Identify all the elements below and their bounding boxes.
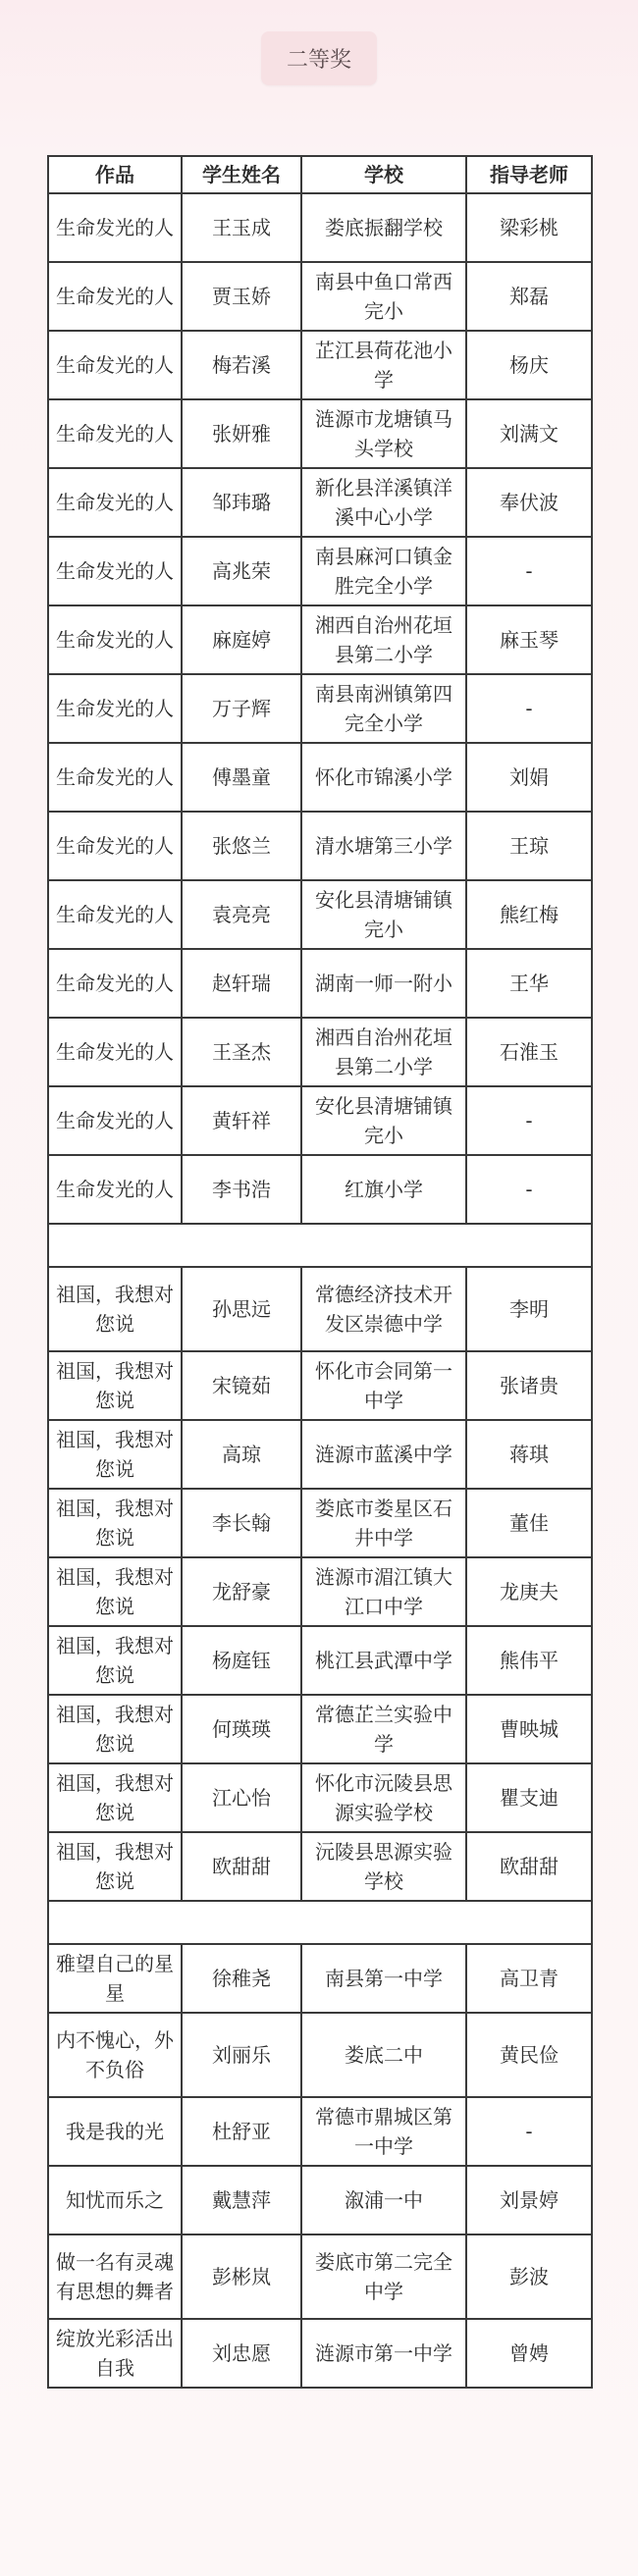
cell-teacher: 黄民俭 (466, 2013, 592, 2097)
cell-teacher: 龙庚夫 (466, 1557, 592, 1626)
cell-work: 我是我的光 (48, 2097, 182, 2166)
cell-teacher: 李明 (466, 1267, 592, 1351)
cell-school: 南县中鱼口常西完小 (301, 262, 466, 331)
table-row (48, 193, 592, 262)
cell-teacher: 张诸贵 (466, 1351, 592, 1420)
cell-student: 欧甜甜 (182, 1832, 301, 1901)
cell-school: 南县第一中学 (301, 1944, 466, 2013)
cell-student: 龙舒豪 (182, 1557, 301, 1626)
cell-school: 娄底二中 (301, 2013, 466, 2097)
cell-school: 新化县洋溪镇洋溪中心小学 (301, 468, 466, 537)
table-row (48, 2097, 592, 2166)
cell-teacher: - (466, 537, 592, 605)
cell-work: 生命发光的人 (48, 743, 182, 812)
table-row (48, 743, 592, 812)
header-teacher: 指导老师 (466, 156, 592, 193)
table-header-row (48, 156, 592, 193)
cell-student: 万子辉 (182, 674, 301, 743)
cell-teacher: 曹映城 (466, 1695, 592, 1763)
table-row (48, 331, 592, 399)
cell-work: 绽放光彩活出自我 (48, 2319, 182, 2388)
cell-teacher: 郑磊 (466, 262, 592, 331)
table-row (48, 1420, 592, 1489)
table-row (48, 2013, 592, 2097)
cell-school: 桃江县武潭中学 (301, 1626, 466, 1695)
cell-school: 湘西自治州花垣县第二小学 (301, 1018, 466, 1086)
table-row (48, 2234, 592, 2319)
cell-teacher: 蒋琪 (466, 1420, 592, 1489)
cell-student: 贾玉娇 (182, 262, 301, 331)
cell-student: 张悠兰 (182, 812, 301, 880)
cell-work: 做一名有灵魂有思想的舞者 (48, 2234, 182, 2319)
cell-student: 李长翰 (182, 1489, 301, 1557)
table-row (48, 949, 592, 1018)
table-row (48, 812, 592, 880)
table-row (48, 1832, 592, 1901)
cell-student: 刘丽乐 (182, 2013, 301, 2097)
cell-student: 王玉成 (182, 193, 301, 262)
table-row (48, 1695, 592, 1763)
cell-student: 杨庭钰 (182, 1626, 301, 1695)
table-row (48, 537, 592, 605)
header-student: 学生姓名 (182, 156, 301, 193)
table-row (48, 1557, 592, 1626)
separator-cell (48, 1901, 592, 1944)
cell-student: 高兆荣 (182, 537, 301, 605)
cell-work: 祖国，我想对您说 (48, 1489, 182, 1557)
cell-work: 祖国，我想对您说 (48, 1626, 182, 1695)
cell-student: 张妍雅 (182, 399, 301, 468)
cell-school: 怀化市沅陵县思源实验学校 (301, 1763, 466, 1832)
award-level-title: 二等奖 (261, 31, 377, 85)
cell-teacher: 梁彩桃 (466, 193, 592, 262)
table-row (48, 1351, 592, 1420)
cell-student: 江心怡 (182, 1763, 301, 1832)
cell-work: 祖国，我想对您说 (48, 1695, 182, 1763)
table-row (48, 2166, 592, 2234)
cell-work: 祖国，我想对您说 (48, 1267, 182, 1351)
table-row (48, 1763, 592, 1832)
table-row (48, 605, 592, 674)
cell-teacher: 刘满文 (466, 399, 592, 468)
cell-school: 怀化市锦溪小学 (301, 743, 466, 812)
cell-teacher: 刘娟 (466, 743, 592, 812)
cell-student: 戴慧萍 (182, 2166, 301, 2234)
cell-school: 涟源市龙塘镇马头学校 (301, 399, 466, 468)
cell-work: 祖国，我想对您说 (48, 1832, 182, 1901)
cell-school: 涟源市蓝溪中学 (301, 1420, 466, 1489)
cell-school: 常德经济技术开发区崇德中学 (301, 1267, 466, 1351)
table-row (48, 262, 592, 331)
cell-teacher: 彭波 (466, 2234, 592, 2319)
cell-work: 内不愧心，外不负俗 (48, 2013, 182, 2097)
cell-teacher: 杨庆 (466, 331, 592, 399)
cell-work: 生命发光的人 (48, 1018, 182, 1086)
cell-student: 黄轩祥 (182, 1086, 301, 1155)
cell-teacher: - (466, 1155, 592, 1224)
cell-student: 袁亮亮 (182, 880, 301, 949)
table-row (48, 674, 592, 743)
section-title-wrap (0, 29, 638, 86)
table-row (48, 1018, 592, 1086)
separator-cell (48, 1224, 592, 1267)
cell-school: 怀化市会同第一中学 (301, 1351, 466, 1420)
cell-work: 祖国，我想对您说 (48, 1557, 182, 1626)
cell-student: 宋镜茹 (182, 1351, 301, 1420)
cell-school: 安化县清塘铺镇完小 (301, 880, 466, 949)
table-row (48, 1489, 592, 1557)
cell-teacher: 刘景婷 (466, 2166, 592, 2234)
cell-school: 湖南一师一附小 (301, 949, 466, 1018)
cell-work: 生命发光的人 (48, 880, 182, 949)
cell-student: 徐稚尧 (182, 1944, 301, 2013)
table-row (48, 1626, 592, 1695)
cell-school: 安化县清塘铺镇完小 (301, 1086, 466, 1155)
cell-work: 祖国，我想对您说 (48, 1351, 182, 1420)
group-separator-row (48, 1901, 592, 1944)
header-school: 学校 (301, 156, 466, 193)
cell-school: 南县南洲镇第四完全小学 (301, 674, 466, 743)
cell-school: 常德芷兰实验中学 (301, 1695, 466, 1763)
cell-student: 刘忠愿 (182, 2319, 301, 2388)
cell-student: 赵轩瑞 (182, 949, 301, 1018)
cell-school: 常德市鼎城区第一中学 (301, 2097, 466, 2166)
table-row (48, 399, 592, 468)
cell-work: 雅望自己的星星 (48, 1944, 182, 2013)
cell-teacher: 石淮玉 (466, 1018, 592, 1086)
table-row (48, 1086, 592, 1155)
cell-teacher: 董佳 (466, 1489, 592, 1557)
cell-teacher: 欧甜甜 (466, 1832, 592, 1901)
table-row (48, 1155, 592, 1224)
cell-teacher: 王琼 (466, 812, 592, 880)
cell-school: 湘西自治州花垣县第二小学 (301, 605, 466, 674)
cell-teacher: 王华 (466, 949, 592, 1018)
cell-teacher: 曾娉 (466, 2319, 592, 2388)
cell-teacher: 熊红梅 (466, 880, 592, 949)
cell-student: 李书浩 (182, 1155, 301, 1224)
cell-school: 红旗小学 (301, 1155, 466, 1224)
awards-table (47, 155, 593, 2389)
cell-teacher: 熊伟平 (466, 1626, 592, 1695)
cell-work: 生命发光的人 (48, 399, 182, 468)
cell-work: 生命发光的人 (48, 949, 182, 1018)
cell-work: 生命发光的人 (48, 812, 182, 880)
cell-student: 傅墨童 (182, 743, 301, 812)
table-row (48, 1944, 592, 2013)
cell-school: 溆浦一中 (301, 2166, 466, 2234)
table-row (48, 468, 592, 537)
cell-work: 知忧而乐之 (48, 2166, 182, 2234)
cell-work: 生命发光的人 (48, 1086, 182, 1155)
cell-work: 生命发光的人 (48, 674, 182, 743)
cell-teacher: 高卫青 (466, 1944, 592, 2013)
cell-school: 娄底振翻学校 (301, 193, 466, 262)
cell-work: 生命发光的人 (48, 537, 182, 605)
cell-teacher: 麻玉琴 (466, 605, 592, 674)
cell-student: 彭彬岚 (182, 2234, 301, 2319)
cell-school: 涟源市湄江镇大江口中学 (301, 1557, 466, 1626)
cell-student: 孙思远 (182, 1267, 301, 1351)
cell-school: 涟源市第一中学 (301, 2319, 466, 2388)
cell-school: 南县麻河口镇金胜完全小学 (301, 537, 466, 605)
cell-teacher: 奉伏波 (466, 468, 592, 537)
cell-school: 娄底市娄星区石井中学 (301, 1489, 466, 1557)
cell-school: 芷江县荷花池小学 (301, 331, 466, 399)
cell-student: 梅若溪 (182, 331, 301, 399)
cell-teacher: - (466, 1086, 592, 1155)
cell-work: 生命发光的人 (48, 193, 182, 262)
table-row (48, 1267, 592, 1351)
cell-work: 生命发光的人 (48, 468, 182, 537)
group-separator-row (48, 1224, 592, 1267)
cell-work: 祖国，我想对您说 (48, 1420, 182, 1489)
cell-student: 王圣杰 (182, 1018, 301, 1086)
cell-work: 祖国，我想对您说 (48, 1763, 182, 1832)
cell-student: 何瑛瑛 (182, 1695, 301, 1763)
cell-school: 清水塘第三小学 (301, 812, 466, 880)
cell-student: 麻庭婷 (182, 605, 301, 674)
cell-teacher: - (466, 2097, 592, 2166)
cell-school: 娄底市第二完全中学 (301, 2234, 466, 2319)
table-row (48, 880, 592, 949)
cell-teacher: - (466, 674, 592, 743)
cell-work: 生命发光的人 (48, 605, 182, 674)
cell-teacher: 瞿支迪 (466, 1763, 592, 1832)
cell-work: 生命发光的人 (48, 262, 182, 331)
header-work: 作品 (48, 156, 182, 193)
cell-student: 杜舒亚 (182, 2097, 301, 2166)
cell-work: 生命发光的人 (48, 1155, 182, 1224)
cell-student: 邹玮璐 (182, 468, 301, 537)
cell-work: 生命发光的人 (48, 331, 182, 399)
cell-school: 沅陵县思源实验学校 (301, 1832, 466, 1901)
table-row (48, 2319, 592, 2388)
cell-student: 高琼 (182, 1420, 301, 1489)
